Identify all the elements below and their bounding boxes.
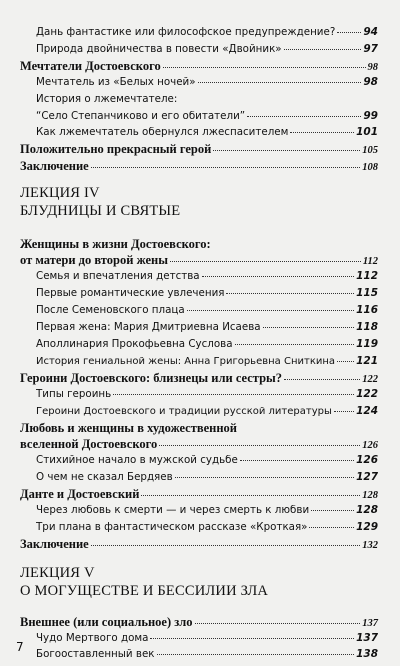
toc-entry-page: 116: [356, 304, 378, 316]
toc-entry-title: Семья и впечатления детства: [36, 271, 200, 282]
toc-section-page: 105: [362, 145, 378, 156]
toc-entry-page: 138: [356, 648, 378, 660]
toc-entry-title: “Село Степанчиково и его обитатели”: [36, 111, 246, 122]
toc-entry: [36, 111, 378, 122]
toc-entry-title: После Семеновского плаца: [36, 305, 185, 316]
toc-entry-page: 137: [356, 632, 378, 644]
toc-entry-title: Первая жена: Мария Дмитриевна Исаева: [36, 322, 261, 333]
toc-section-title: Данте и Достоевский: [20, 488, 140, 501]
toc-section-page: 126: [362, 440, 378, 451]
toc-section-page: 128: [362, 490, 378, 501]
toc-section-title: Положительно прекрасный герой: [20, 143, 212, 156]
toc-entry: [36, 288, 378, 299]
leader-dots: [226, 293, 354, 294]
leader-dots: [159, 445, 360, 446]
toc-entry-page: 94: [363, 26, 378, 38]
leader-dots: [290, 132, 354, 133]
toc-entry: [36, 44, 378, 55]
toc-entry: [36, 522, 378, 533]
leader-dots: [284, 49, 362, 50]
toc-entry: [36, 339, 378, 350]
toc-entry: [36, 127, 378, 138]
toc-section-title: Заключение: [20, 160, 89, 173]
leader-dots: [337, 32, 361, 33]
toc-entry: [36, 356, 378, 367]
lecture-number: ЛЕКЦИЯ IV: [20, 185, 100, 201]
toc-entry: [36, 455, 378, 466]
toc-section: [20, 616, 378, 630]
toc-section-title: вселенной Достоевского: [20, 438, 158, 451]
toc-entry: [36, 633, 378, 644]
toc-section-title: Любовь и женщины в художественной: [20, 421, 238, 435]
toc-entry: [36, 94, 378, 104]
toc-entry-page: 118: [356, 321, 378, 333]
toc-entry-page: 128: [356, 504, 378, 516]
leader-dots: [187, 310, 354, 311]
toc-section-title: от матери до второй жены: [20, 254, 168, 267]
toc-entry-title: Типы героинь: [36, 389, 112, 400]
toc-entry-title: Героини Достоевского и традиции русской литературы: [36, 407, 332, 417]
leader-dots: [91, 167, 361, 168]
toc-entry-title: История о лжемечтателе:: [36, 94, 178, 105]
toc-section-title: Женщины в жизни Достоевского:: [20, 237, 211, 251]
toc-entry: [36, 389, 378, 400]
toc-entry-title: Через любовь к смерти — и через смерть к любви: [36, 505, 310, 516]
leader-dots: [175, 477, 354, 478]
toc-section: [20, 143, 378, 157]
toc-entry-title: Мечтатель из «Белых ночей»: [36, 77, 196, 88]
toc-entry: [36, 77, 378, 88]
toc-section-page: 108: [362, 162, 378, 173]
toc-entry-title: Как лжемечтатель обернулся лжеспасителем: [36, 127, 289, 138]
leader-dots: [150, 638, 354, 639]
toc-entry-title: Первые романтические увлечения: [36, 288, 225, 299]
lecture-title: БЛУДНИЦЫ И СВЯТЫЕ: [20, 203, 181, 219]
toc-entry-page: 112: [356, 270, 378, 282]
leader-dots: [311, 510, 354, 511]
leader-dots: [334, 411, 354, 412]
leader-dots: [213, 150, 360, 151]
toc-entry-title: Дань фантастике или философское предупреждение?: [36, 27, 336, 38]
toc-entry: [36, 505, 378, 516]
leader-dots: [284, 379, 360, 380]
toc-entry-title: Богооставленный век: [36, 649, 155, 660]
toc-entry: [36, 472, 378, 483]
toc-section-page: 137: [362, 618, 378, 629]
toc-section-page: 98: [367, 62, 378, 73]
toc-entry-page: 97: [363, 43, 378, 55]
toc-entry: [36, 271, 378, 282]
toc-entry-page: 119: [356, 338, 378, 350]
lecture-number: ЛЕКЦИЯ V: [20, 565, 95, 581]
leader-dots: [91, 545, 361, 546]
toc-entry-title: Стихийное начало в мужской судьбе: [36, 455, 238, 466]
toc-section-title: Мечтатели Достоевского: [20, 60, 161, 73]
toc-entry-title: Аполлинария Прокофьевна Суслова: [36, 339, 233, 350]
toc-entry-page: 124: [356, 405, 378, 417]
toc-entry-page: 129: [356, 521, 378, 533]
toc-section-title: Героини Достоевского: близнецы или сестры?: [20, 372, 283, 385]
toc-section: [20, 254, 378, 268]
leader-dots: [170, 261, 361, 262]
toc-entry: [36, 406, 378, 417]
lecture-title: О МОГУЩЕСТВЕ И БЕССИЛИИ ЗЛА: [20, 583, 269, 599]
leader-dots: [240, 460, 354, 461]
toc-entry-page: 121: [356, 355, 378, 367]
toc-entry-page: 98: [363, 76, 378, 88]
toc-entry-title: Чудо Мертвого дома: [36, 633, 149, 644]
toc-section: [20, 60, 378, 74]
leader-dots: [163, 67, 366, 68]
toc-entry: [36, 27, 378, 38]
leader-dots: [157, 654, 355, 655]
leader-dots: [141, 495, 360, 496]
toc-entry: [36, 305, 378, 316]
page-number: 7: [16, 640, 24, 654]
toc-section: [20, 538, 378, 552]
toc-entry-title: Три плана в фантастическом рассказе «Кроткая»: [36, 522, 308, 533]
toc-entry-page: 126: [356, 454, 378, 466]
toc-section: [20, 438, 378, 452]
leader-dots: [309, 527, 354, 528]
toc-entry-page: 101: [356, 126, 378, 138]
toc-entry-page: 115: [356, 287, 378, 299]
leader-dots: [195, 623, 361, 624]
toc-entry-title: О чем не сказал Бердяев: [36, 472, 173, 483]
toc-entry: [36, 322, 378, 333]
leader-dots: [202, 276, 354, 277]
toc-section-page: 132: [362, 540, 378, 551]
toc-section: [20, 372, 378, 386]
toc-entry: [36, 649, 378, 660]
leader-dots: [198, 82, 362, 83]
toc-entry-title: История гениальной жены: Анна Григорьевна Сниткина: [36, 357, 336, 367]
toc-section-page: 122: [362, 374, 378, 385]
leader-dots: [247, 116, 361, 117]
toc-entry-title: Природа двойничества в повести «Двойник»: [36, 44, 282, 55]
leader-dots: [337, 361, 354, 362]
toc-entry-page: 99: [363, 110, 378, 122]
toc-entry-page: 122: [356, 388, 378, 400]
toc-section-page: 112: [362, 256, 378, 267]
leader-dots: [235, 344, 355, 345]
leader-dots: [113, 394, 354, 395]
leader-dots: [263, 327, 354, 328]
toc-entry-page: 127: [356, 471, 378, 483]
toc-section: [20, 488, 378, 502]
toc-section-title: Внешнее (или социальное) зло: [20, 616, 193, 629]
toc-section: [20, 160, 378, 174]
toc-section-title: Заключение: [20, 538, 89, 551]
